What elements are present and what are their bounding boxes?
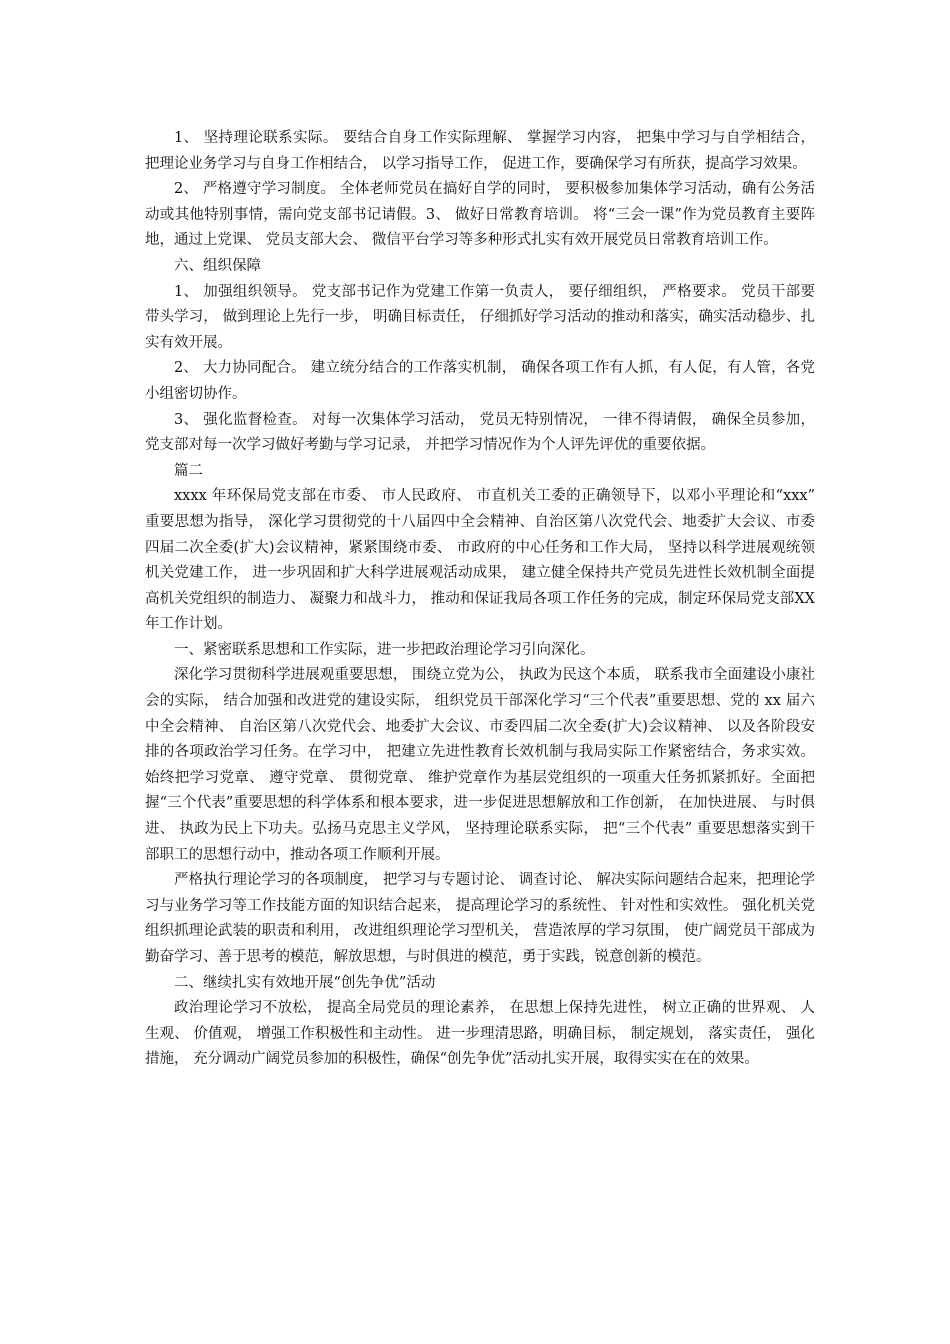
document-body [145, 126, 815, 1073]
section-heading-two: 二、继续扎实有效地开展“创先争优”活动 [174, 974, 436, 991]
section-heading-one: 一、紧密联系思想和工作实际，进一步把政治理论学习引向深化。 [174, 641, 595, 658]
paragraph-theory-study: 政治理论学习不放松， 提高全局党员的理论素养， 在思想上保持先进性， 树立正确的世界观、 人生观、 价值观， 增强工作积极性和主动性。 进一步理清思路，明确目标， 制定规划， 落实责任， 强化措施， 充分调动广阔党员参加的积极性，确保“创先争优”活动扎实开展，取得实实在在的效果。 [145, 1000, 815, 1068]
paragraph-study-method: 1、 坚持理论联系实际。 要结合自身工作实际理解、 掌握学习内容， 把集中学习与自学相结合， 把理论业务学习与自身工作相结合， 以学习指导工作， 促进工作，要确保学习有所获，提高学习效果。 [145, 130, 815, 172]
paragraph-study-rules: 2、 严格遵守学习制度。 全体老师党员在搞好自学的同时， 要积极参加集体学习活动，确有公务活动或其他特别事情，需向党支部书记请假。3、 做好日常教育培训。 将“三会一课”作为党员教育主要阵地，通过上党课、 党员支部大会、 微信平台学习等多种形式扎实有效开展党员日常教育培训工作。 [145, 181, 815, 249]
paragraph-study-system: 严格执行理论学习的各项制度， 把学习与专题讨论、 调查讨论、 解决实际问题结合起来，把理论学习与业务学习等工作技能方面的知识结合起来， 提高理论学习的系统性、 针对性和实效性。 强化机关党组织抓理论武装的职责和利用， 改进组织理论学习型机关， 营造浓厚的学习氛围， 使广阔党员干部成为勤奋学习、善于思考的模范，解放思想，与时俱进的模范，勇于实践，锐意创新的模范。 [145, 872, 815, 965]
paragraph-supervision: 3、 强化监督检查。 对每一次集体学习活动， 党员无特别情况， 一律不得请假， 确保全员参加， 党支部对每一次学习做好考勤与学习记录， 并把学习情况作为个人评先评优的重要依据。 [145, 411, 815, 454]
paragraph-deep-study: 深化学习贯彻科学进展观重要思想， 围绕立党为公， 执政为民这个本质， 联系我市全面建设小康社会的实际， 结合加强和改进党的建设实际， 组织党员干部深化学习“三个代表”重要思想、党的 xx 届六中全会精神、 自治区第八次党代会、地委扩大会议、市委四届二次全委(扩大)会议精神、 以及各阶段安排的各项政治学习任务。在学习中， 把建立先进性教育长效机制与我局实际工作紧密结合，务求实效。 始终把学习党章、 遵守党章、 贯彻党章、 维护党章作为基层党组织的一项重大任务抓紧抓好。全面把握“三个代表”重要思想的科学体系和根本要求，进一步促进思想解放和工作创新， 在加快进展、 与时俱进、 执政为民上下功夫。弘扬马克思主义学风， 坚持理论联系实际， 把“三个代表” 重要思想落实到干部职工的思想行动中，推动各项工作顺利开展。 [145, 667, 815, 863]
paragraph-leadership: 1、 加强组织领导。 党支部书记作为党建工作第一负责人， 要仔细组织， 严格要求。 党员干部要带头学习， 做到理论上先行一步， 明确目标责任， 仔细抓好学习活动的推动和落实，确实活动稳步、扎实有效开展。 [145, 283, 815, 351]
part-heading-two: 篇二 [174, 462, 203, 479]
paragraph-cooperation: 2、 大力协同配合。 建立统分结合的工作落实机制， 确保各项工作有人抓，有人促，有人管，各党小组密切协作。 [145, 360, 815, 402]
paragraph-intro: xxxx 年环保局党支部在市委、 市人民政府、 市直机关工委的正确领导下，以邓小平理论和“xxx” 重要思想为指导， 深化学习贯彻党的十八届四中全会精神、自治区第八次党代会、地委扩大会议、市委四届二次全委(扩大)会议精神，紧紧围绕市委、 市政府的中心任务和工作大局， 坚持以科学进展观统领机关党建工作， 进一步巩固和扩大科学进展观活动成果， 建立健全保持共产党员先进性长效机制全面提高机关党组织的制造力、 凝聚力和战斗力， 推动和保证我局各项工作任务的完成，制定环保局党支部XX 年工作计划。 [145, 488, 815, 633]
section-heading-organization: 六、组织保障 [174, 257, 261, 274]
